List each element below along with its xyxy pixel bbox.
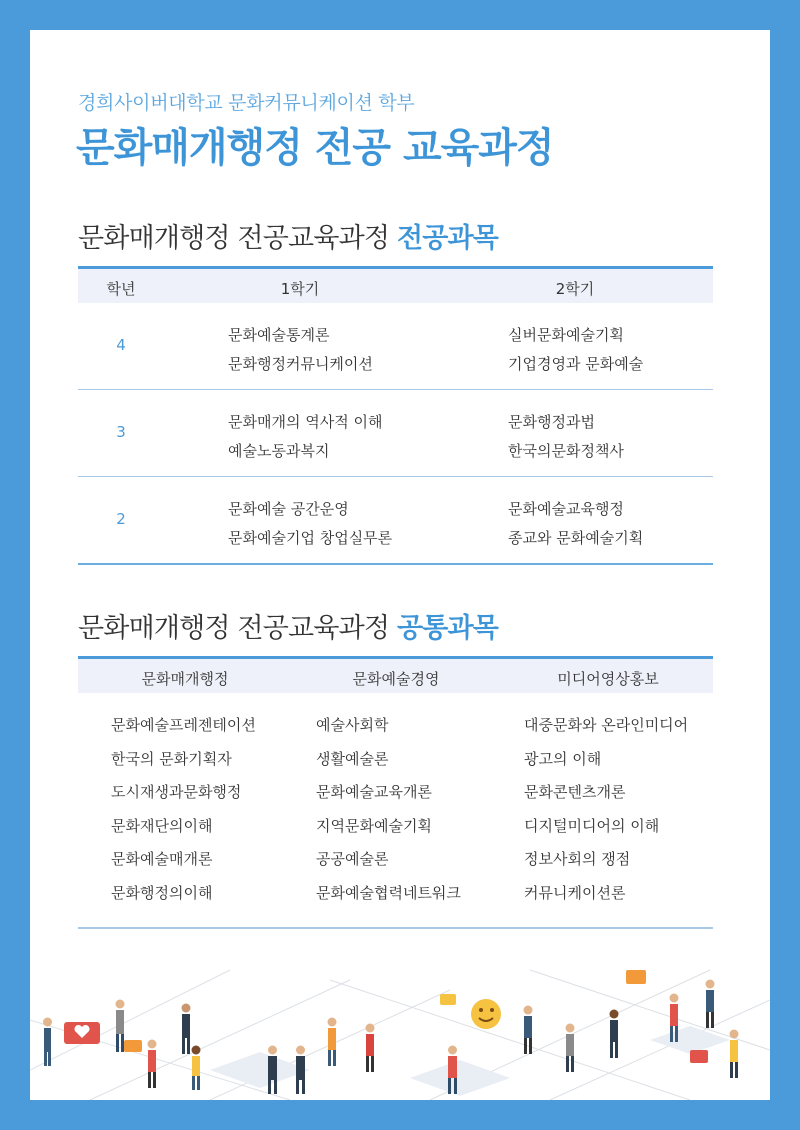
course-item: 실버문화예술기획 — [508, 326, 624, 344]
list-item: 생활예술론 — [316, 749, 389, 768]
table-row — [78, 477, 713, 565]
course-column — [111, 709, 256, 910]
major-title-accent: 전공과목 — [396, 223, 499, 254]
course-item: 문화예술기업 창업실무론 — [228, 529, 393, 547]
header-year: 학년 — [106, 280, 136, 298]
header-arts-management: 문화예술경영 — [352, 670, 440, 688]
curriculum-sheet — [30, 30, 770, 1100]
list-item: 문화재단의이해 — [111, 816, 213, 835]
list-item: 문화행정의이해 — [111, 883, 213, 902]
course-column — [316, 709, 461, 910]
course-item: 한국의문화정책사 — [508, 442, 624, 460]
course-item: 예술노동과복지 — [228, 442, 330, 460]
common-title-accent: 공통과목 — [396, 613, 499, 644]
common-courses-table — [78, 656, 713, 929]
table-row — [78, 303, 713, 390]
list-item: 문화예술프레젠테이션 — [111, 716, 256, 734]
header-semester-1: 1학기 — [280, 280, 320, 298]
major-title-main: 문화매개행정 전공교육과정 — [78, 223, 397, 254]
list-item: 디지털미디어의 이해 — [524, 816, 660, 835]
table-row — [78, 390, 713, 477]
list-item: 한국의 문화기획자 — [111, 749, 232, 768]
course-item: 문화예술교육행정 — [508, 500, 624, 518]
course-item: 문화예술 공간운영 — [228, 500, 349, 518]
heart-card-icon — [64, 1022, 100, 1044]
common-table-header — [78, 656, 713, 693]
major-section-title — [78, 216, 498, 255]
header-media-pr: 미디어영상홍보 — [557, 670, 659, 688]
people-network-illustration — [30, 960, 770, 1100]
course-item: 기업경영과 문화예술 — [508, 355, 644, 373]
semester-1-cell — [228, 321, 373, 379]
common-table-body — [78, 693, 713, 929]
list-item: 문화예술교육개론 — [316, 783, 432, 801]
semester-2-cell — [508, 321, 643, 379]
course-item: 문화매개의 역사적 이해 — [228, 413, 383, 431]
course-column — [524, 709, 688, 910]
smiley-icon — [471, 999, 501, 1029]
course-item: 종교와 문화예술기획 — [508, 529, 644, 547]
year-cell: 4 — [116, 336, 126, 354]
year-cell: 2 — [116, 510, 126, 528]
chat-bubble-icons — [124, 970, 708, 1063]
course-item: 문화행정커뮤니케이션 — [228, 355, 373, 373]
page-title: 문화매개행정 전공 교육과정 — [76, 125, 554, 171]
year-cell: 3 — [116, 423, 126, 441]
course-item: 문화예술통계론 — [228, 326, 330, 344]
list-item: 문화콘텐츠개론 — [524, 783, 626, 801]
list-item: 정보사회의 쟁점 — [524, 850, 631, 868]
list-item: 공공예술론 — [316, 850, 389, 868]
major-courses-table — [78, 266, 713, 565]
list-item: 문화예술협력네트워크 — [316, 883, 461, 902]
semester-1-cell — [228, 495, 392, 553]
course-item: 문화행정과법 — [508, 413, 595, 431]
semester-1-cell — [228, 408, 382, 466]
list-item: 문화예술매개론 — [111, 850, 213, 868]
major-table-header — [78, 266, 713, 303]
list-item: 커뮤니케이션론 — [524, 883, 626, 902]
common-title-main: 문화매개행정 전공교육과정 — [78, 613, 397, 644]
list-item: 대중문화와 온라인미디어 — [524, 716, 689, 734]
header-culture-mediation: 문화매개행정 — [141, 670, 229, 688]
header-semester-2: 2학기 — [555, 280, 595, 298]
semester-2-cell — [508, 495, 643, 553]
list-item: 도시재생과문화행정 — [111, 783, 242, 801]
list-item: 예술사회학 — [316, 716, 389, 734]
common-section-title — [78, 606, 498, 645]
list-item: 지역문화예술기획 — [316, 816, 432, 835]
people-figures — [43, 980, 739, 1095]
semester-2-cell — [508, 408, 624, 466]
list-item: 광고의 이해 — [524, 749, 602, 768]
page-subtitle: 경희사이버대학교 문화커뮤니케이션 학부 — [78, 92, 415, 114]
